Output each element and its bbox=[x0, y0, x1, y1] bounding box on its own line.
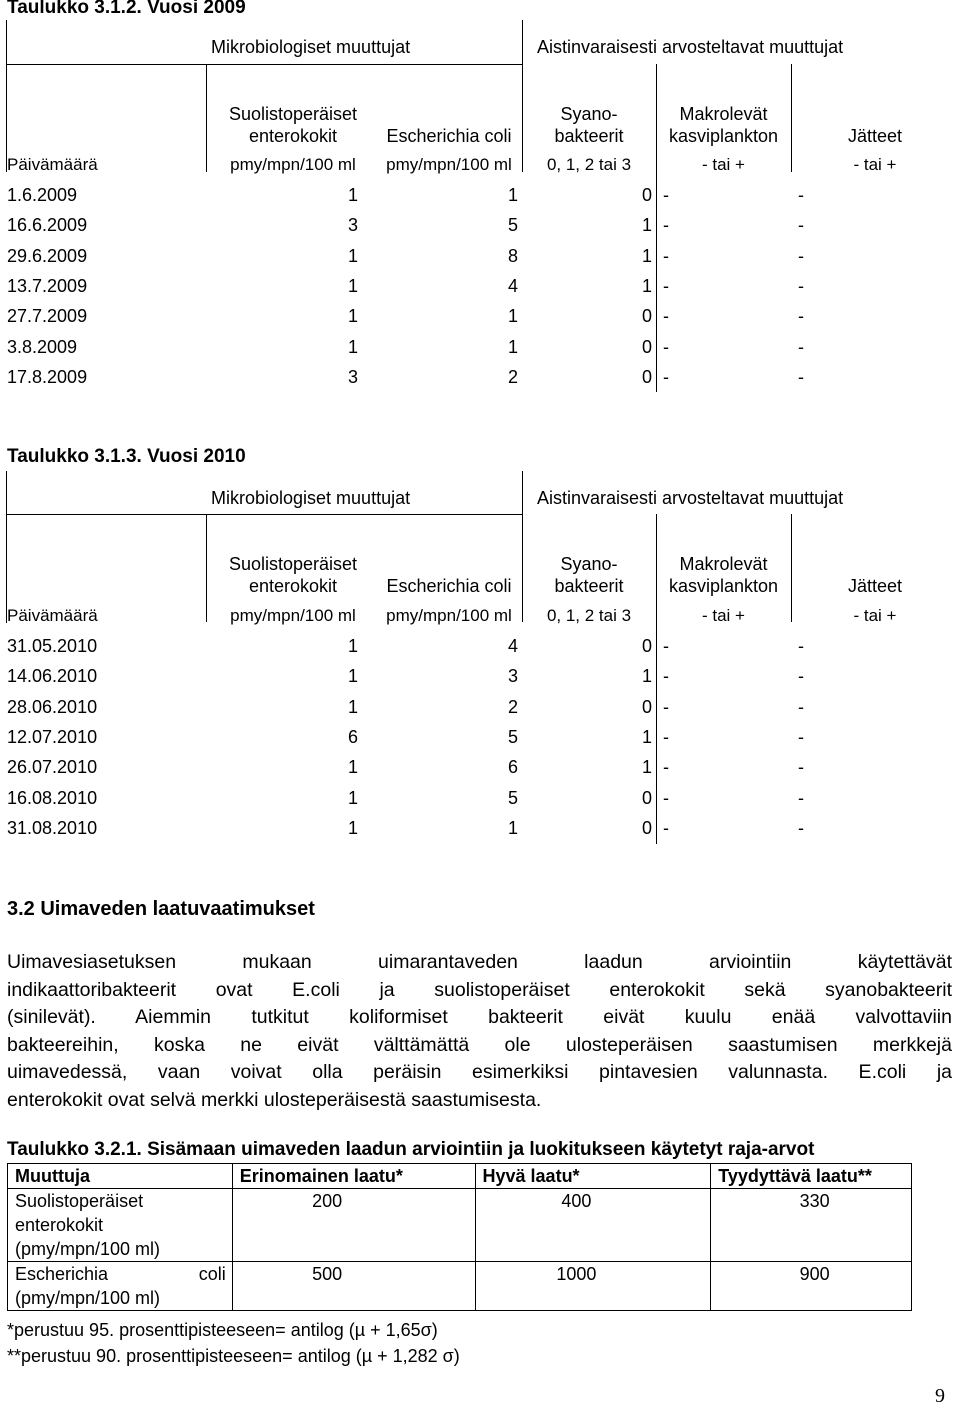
cell-jatteet: - bbox=[798, 185, 804, 205]
cell-makro: - bbox=[663, 726, 669, 747]
cell-ecoli: 4 bbox=[507, 275, 518, 296]
cell-makro: - bbox=[663, 275, 669, 296]
cell-makro: - bbox=[663, 787, 669, 808]
cell-jatteet: - bbox=[798, 306, 804, 327]
table2-header-makro: Makrolevät kasviplankton bbox=[668, 554, 779, 596]
cell-ecoli: 8 bbox=[507, 245, 518, 266]
page-number: 9 bbox=[935, 1385, 945, 1407]
table2-header-entero: Suolistoperäiset enterokokit bbox=[228, 554, 358, 596]
cell-makro: - bbox=[663, 306, 669, 327]
limits-table bbox=[7, 1163, 912, 1311]
table-row bbox=[8, 1262, 912, 1311]
table1-header-makro: Makrolevät kasviplankton bbox=[668, 104, 779, 146]
cell-ecoli: 6 bbox=[507, 757, 518, 778]
table1-header-syano: Syano- bakteerit bbox=[554, 104, 624, 146]
cell-ecoli: 2 bbox=[507, 366, 518, 387]
table1-group-micro: Mikrobiologiset muuttujat bbox=[211, 37, 411, 57]
cell-syano: 1 bbox=[641, 245, 652, 266]
cell-date: 27.7.2009 bbox=[7, 306, 88, 327]
cell-jatteet: - bbox=[798, 787, 804, 808]
cell-date: 16.6.2009 bbox=[7, 215, 88, 236]
cell-ecoli: 1 bbox=[507, 185, 518, 205]
value-tyydyttava: 900 bbox=[711, 1262, 912, 1311]
cell-entero: 1 bbox=[347, 696, 358, 717]
cell-makro: - bbox=[663, 245, 669, 266]
cell-ecoli: 5 bbox=[507, 787, 518, 808]
cell-entero: 6 bbox=[347, 726, 358, 747]
cell-entero: 1 bbox=[347, 757, 358, 778]
section-heading: 3.2 Uimaveden laatuvaatimukset bbox=[7, 898, 315, 920]
cell-makro: - bbox=[663, 215, 669, 236]
cell-entero: 3 bbox=[347, 215, 358, 236]
cell-ecoli: 1 bbox=[507, 306, 518, 327]
cell-makro: - bbox=[663, 336, 669, 357]
table2-header-jatteet: Jätteet bbox=[847, 576, 903, 596]
footnote-2: **perustuu 90. prosenttipisteeseen= antilog (µ + 1,282 σ) bbox=[7, 1346, 460, 1366]
cell-jatteet: - bbox=[798, 336, 804, 357]
cell-ecoli: 5 bbox=[507, 215, 518, 236]
table1-caption: Taulukko 3.1.2. Vuosi 2009 bbox=[7, 0, 246, 18]
cell-entero: 1 bbox=[347, 245, 358, 266]
cell-syano: 0 bbox=[641, 636, 652, 656]
cell-syano: 1 bbox=[641, 666, 652, 687]
header-muuttuja: Muuttuja bbox=[8, 1164, 233, 1189]
cell-jatteet: - bbox=[798, 215, 804, 236]
cell-ecoli: 2 bbox=[507, 696, 518, 717]
cell-date: 17.8.2009 bbox=[7, 366, 88, 387]
table2-caption: Taulukko 3.1.3. Vuosi 2010 bbox=[7, 446, 246, 467]
cell-jatteet: - bbox=[798, 636, 804, 656]
cell-jatteet: - bbox=[798, 245, 804, 266]
value-hyva: 1000 bbox=[475, 1262, 711, 1311]
cell-jatteet: - bbox=[798, 817, 804, 838]
cell-syano: 0 bbox=[641, 306, 652, 327]
cell-makro: - bbox=[663, 696, 669, 717]
limits-header-row bbox=[8, 1164, 912, 1189]
table2-group-sensory: Aistinvaraisesti arvosteltavat muuttujat bbox=[537, 488, 844, 508]
cell-jatteet: - bbox=[798, 726, 804, 747]
table2-header-syano: Syano- bakteerit bbox=[554, 554, 624, 596]
footnote-1: *perustuu 95. prosenttipisteeseen= antilog (µ + 1,65σ) bbox=[7, 1320, 438, 1340]
cell-date: 31.08.2010 bbox=[7, 817, 98, 838]
cell-jatteet: - bbox=[798, 275, 804, 296]
header-hyva: Hyvä laatu* bbox=[475, 1164, 711, 1189]
cell-ecoli: 4 bbox=[507, 636, 518, 656]
cell-syano: 1 bbox=[641, 726, 652, 747]
row-name: Escherichia coli (pmy/mpn/100 ml) bbox=[8, 1262, 233, 1311]
cell-jatteet: - bbox=[798, 666, 804, 687]
cell-entero: 1 bbox=[347, 666, 358, 687]
cell-syano: 0 bbox=[641, 696, 652, 717]
table-row bbox=[8, 1189, 912, 1262]
cell-syano: 0 bbox=[641, 366, 652, 387]
value-erinomainen: 500 bbox=[232, 1262, 475, 1311]
cell-entero: 3 bbox=[347, 366, 358, 387]
cell-date: 31.05.2010 bbox=[7, 636, 98, 656]
cell-date: 16.08.2010 bbox=[7, 787, 98, 808]
cell-syano: 1 bbox=[641, 215, 652, 236]
table2-group-micro: Mikrobiologiset muuttujat bbox=[211, 488, 411, 508]
cell-entero: 1 bbox=[347, 817, 358, 838]
cell-entero: 1 bbox=[347, 275, 358, 296]
cell-entero: 1 bbox=[347, 306, 358, 327]
cell-date: 13.7.2009 bbox=[7, 275, 88, 296]
cell-date: 29.6.2009 bbox=[7, 245, 88, 266]
cell-entero: 1 bbox=[347, 636, 358, 656]
cell-jatteet: - bbox=[798, 696, 804, 717]
table1-header-ecoli: Escherichia coli bbox=[386, 126, 512, 146]
cell-ecoli: 1 bbox=[507, 336, 518, 357]
cell-makro: - bbox=[663, 366, 669, 387]
cell-entero: 1 bbox=[347, 185, 358, 205]
cell-syano: 1 bbox=[641, 275, 652, 296]
header-tyydyttava: Tyydyttävä laatu** bbox=[711, 1164, 912, 1189]
table3-caption: Taulukko 3.2.1. Sisämaan uimaveden laadun arviointiin ja luokitukseen käytetyt raja-arvot bbox=[7, 1139, 815, 1160]
cell-makro: - bbox=[663, 817, 669, 838]
cell-syano: 1 bbox=[641, 757, 652, 778]
section-paragraph: Uimavesiasetuksen mukaan uimarantaveden laadun arviointiin käytettävät indikaattoribakteerit ovat E.coli ja suolistoperäiset enterokokit sekä syanobakteerit (sinilevät). Aiemmin tutkitut koliformiset bakteerit eivät kuulu enää valvottaviin bakteereihin, koska ne eivät välttämättä ole ulosteperäisen saastumisen merkkejä uimavedessä, vaan voivat olla peräisin esimerkiksi pintavesien valunnasta. E.coli ja enterokokit ovat selvä merkki ulosteperäisestä saastumisesta. bbox=[7, 951, 952, 1111]
cell-syano: 0 bbox=[641, 185, 652, 205]
table1-group-sensory: Aistinvaraisesti arvosteltavat muuttujat bbox=[537, 37, 844, 57]
cell-date: 12.07.2010 bbox=[7, 726, 98, 747]
cell-date: 26.07.2010 bbox=[7, 757, 98, 778]
cell-makro: - bbox=[663, 666, 669, 687]
cell-jatteet: - bbox=[798, 366, 804, 387]
table1-header-entero: Suolistoperäiset enterokokit bbox=[228, 104, 358, 146]
cell-ecoli: 3 bbox=[507, 666, 518, 687]
cell-entero: 1 bbox=[347, 336, 358, 357]
table2-header-ecoli: Escherichia coli bbox=[386, 576, 512, 596]
value-hyva: 400 bbox=[475, 1189, 711, 1262]
value-tyydyttava: 330 bbox=[711, 1189, 912, 1262]
cell-syano: 0 bbox=[641, 787, 652, 808]
header-erinomainen: Erinomainen laatu* bbox=[232, 1164, 475, 1189]
cell-date: 28.06.2010 bbox=[7, 696, 98, 717]
cell-ecoli: 5 bbox=[507, 726, 518, 747]
cell-ecoli: 1 bbox=[507, 817, 518, 838]
row-name: Suolistoperäiset enterokokit (pmy/mpn/100 ml) bbox=[8, 1189, 233, 1262]
cell-syano: 0 bbox=[641, 336, 652, 357]
cell-makro: - bbox=[663, 757, 669, 778]
cell-syano: 0 bbox=[641, 817, 652, 838]
cell-date: 1.6.2009 bbox=[7, 185, 78, 205]
cell-date: 14.06.2010 bbox=[7, 666, 98, 687]
cell-jatteet: - bbox=[798, 757, 804, 778]
cell-entero: 1 bbox=[347, 787, 358, 808]
cell-makro: - bbox=[663, 636, 669, 656]
table1-header-jatteet: Jätteet bbox=[847, 126, 903, 146]
cell-date: 3.8.2009 bbox=[7, 336, 78, 357]
value-erinomainen: 200 bbox=[232, 1189, 475, 1262]
cell-makro: - bbox=[663, 185, 669, 205]
